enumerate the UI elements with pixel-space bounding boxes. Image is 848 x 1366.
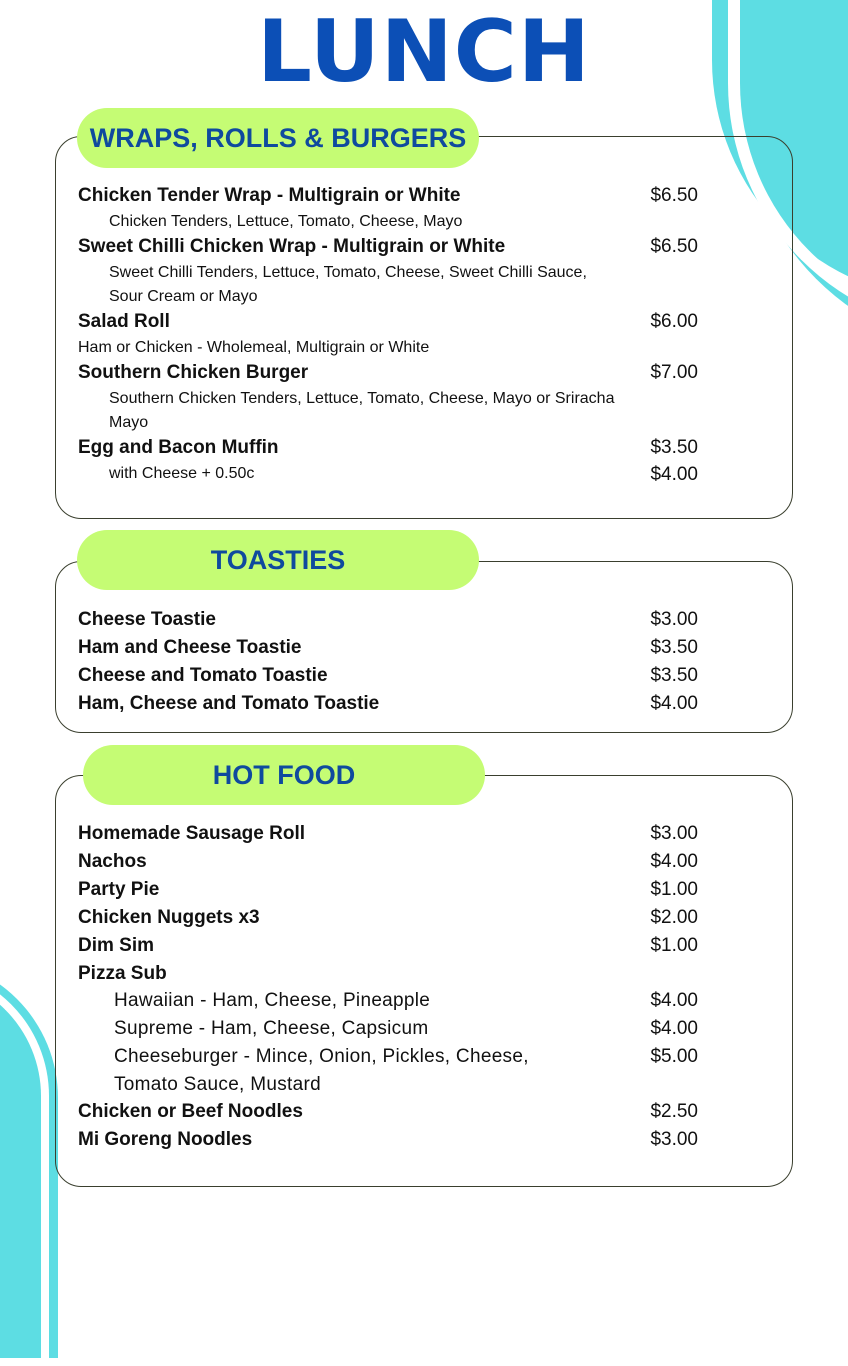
menu-item-name: Ham and Cheese Toastie [78, 637, 302, 658]
menu-item-price: $6.00 [650, 311, 698, 332]
menu-item-name: Cheese and Tomato Toastie [78, 665, 328, 686]
pizza-variant-price: $4.00 [650, 990, 698, 1011]
menu-item-name: Party Pie [78, 879, 160, 900]
section-heading-hot-food: HOT FOOD [83, 745, 485, 805]
menu-item-price: $2.50 [650, 1101, 698, 1122]
menu-item-price: $1.00 [650, 935, 698, 956]
menu-item-name: Sweet Chilli Chicken Wrap - Multigrain or White [78, 236, 506, 257]
menu-item-price: $3.50 [650, 665, 698, 686]
pizza-variant-name: Supreme - Ham, Cheese, Capsicum [114, 1018, 429, 1039]
menu-item-price: $4.00 [650, 693, 698, 714]
section-heading-toasties: TOASTIES [77, 530, 479, 590]
menu-item-price: $2.00 [650, 907, 698, 928]
menu-item-name: Pizza Sub [78, 963, 167, 984]
menu-item-price: $3.00 [650, 609, 698, 630]
menu-item-name: Egg and Bacon Muffin [78, 437, 279, 458]
menu-item-price: $7.00 [650, 362, 698, 383]
pizza-variant-name: Cheeseburger - Mince, Onion, Pickles, Cheese, Tomato Sauce, Mustard [114, 1046, 529, 1095]
menu-item-description: Ham or Chicken - Wholemeal, Multigrain or White [78, 339, 430, 356]
menu-item-name: Chicken Nuggets x3 [78, 907, 260, 928]
menu-item-price: $6.50 [650, 185, 698, 206]
menu-item-name: Nachos [78, 851, 147, 872]
page-title: LUNCH [257, 2, 591, 102]
menu-item-name: Cheese Toastie [78, 609, 216, 630]
menu-item-description: Southern Chicken Tenders, Lettuce, Tomato, Cheese, Mayo or Sriracha Mayo [109, 390, 615, 431]
pizza-variant-name: Hawaiian - Ham, Cheese, Pineapple [114, 990, 431, 1011]
menu-item-description: Chicken Tenders, Lettuce, Tomato, Cheese, Mayo [109, 213, 463, 230]
menu-item-price: $1.00 [650, 879, 698, 900]
menu-item-name: Chicken Tender Wrap - Multigrain or White [78, 185, 461, 206]
menu-item-name: Ham, Cheese and Tomato Toastie [78, 693, 380, 714]
menu-item-option-price: $4.00 [650, 464, 698, 485]
pizza-variant-price: $4.00 [650, 1018, 698, 1039]
menu-item-name: Mi Goreng Noodles [78, 1129, 253, 1150]
menu-item-price: $3.00 [650, 823, 698, 844]
menu-item-name: Chicken or Beef Noodles [78, 1101, 303, 1122]
menu-item-description: Sweet Chilli Tenders, Lettuce, Tomato, Cheese, Sweet Chilli Sauce, Sour Cream or Mayo [109, 264, 587, 305]
menu-item-name: Dim Sim [78, 935, 155, 956]
menu-item-price: $3.50 [650, 437, 698, 458]
menu-item-description: with Cheese + 0.50c [109, 465, 255, 482]
menu-item-name: Salad Roll [78, 311, 170, 332]
menu-item-name: Southern Chicken Burger [78, 362, 309, 383]
decorative-gap-bottom-left [0, 966, 49, 1366]
pizza-variant-price: $5.00 [650, 1046, 698, 1067]
menu-item-name: Homemade Sausage Roll [78, 823, 306, 844]
menu-item-price: $3.50 [650, 637, 698, 658]
menu-item-price: $6.50 [650, 236, 698, 257]
section-heading-wraps: WRAPS, ROLLS & BURGERS [77, 108, 479, 168]
menu-item-price: $3.00 [650, 1129, 698, 1150]
menu-item-price: $4.00 [650, 851, 698, 872]
